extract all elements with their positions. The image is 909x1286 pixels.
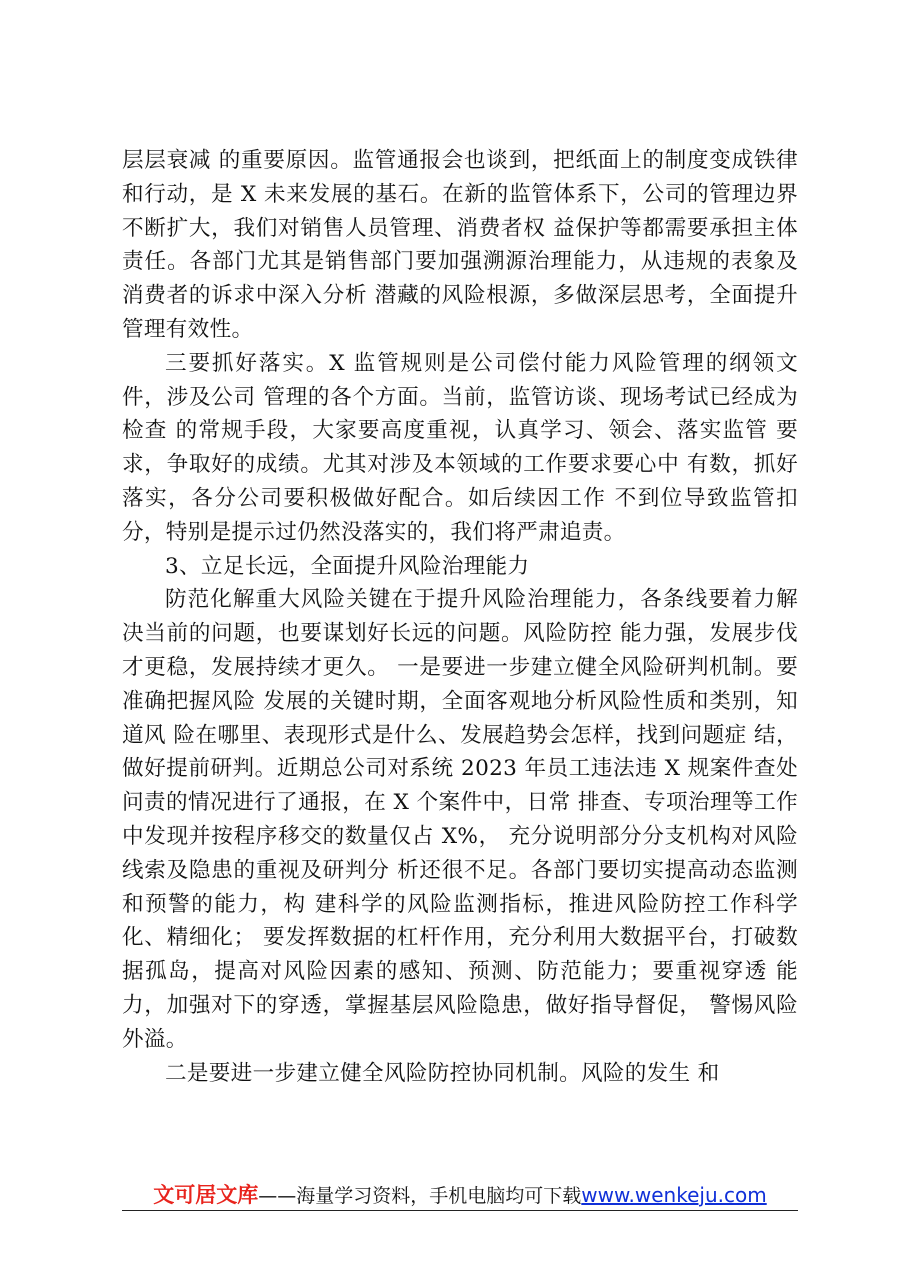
paragraph-risk-governance: 防范化解重大风险关键在于提升风险治理能力，各条线要着力解决当前的问题，也要谋划好长远的问题。风险防控 能力强，发展步伐才更稳，发展持续才更久。 一是要进一步建立健全风险研判机制。要准确把握风险 发展的关键时期，全面客观地分析风险性质和类别，知道风 险在哪里、表现形式是什么、发展趋势会怎样，找到问题症 结，做好提前研判。近期总公司对系统 2023 年员工违法违 X 规案件查处问责的情况进行了通报，在 X 个案件中，日常 排查、专项治理等工作中发现并按程序移交的数量仅占 X%， 充分说明部分分支机构对风险线索及隐患的重视及研判分 析还很不足。各部门要切实提高动态监测和预警的能力，构 建科学的风险监测指标，推进风险防控工作科学化、精细化； 要发挥数据的杠杆作用，充分利用大数据平台，打破数据孤岛，提高对风险因素的感知、预测、防范能力；要重视穿透 能力，加强对下的穿透，掌握基层风险隐患，做好指导督促， 警惕风险外溢。	[122, 587, 798, 1052]
footer-divider	[122, 1210, 798, 1211]
footer-slogan: ——海量学习资料，手机电脑均可下载	[258, 1185, 582, 1207]
paragraph-implementation: 三要抓好落实。X 监管规则是公司偿付能力风险管理的纲领文件，涉及公司 管理的各个方面。当前，监管访谈、现场考试已经成为检查 的常规手段，大家要高度重视，认真学习、领会、落实监管 要求，争取好的成绩。尤其对涉及本领域的工作要求要心中 有数，抓好落实，各分公司要积极做好配合。如后续因工作 不到位导致监管扣分，特别是提示过仍然没落实的，我们将严肃追责。	[122, 350, 798, 545]
paragraph-coordination: 二是要进一步建立健全风险防控协同机制。风险的发生 和	[165, 1060, 720, 1086]
footer-brand: 文可居文库	[153, 1183, 259, 1207]
page-footer	[122, 1180, 798, 1211]
document-body	[122, 144, 798, 1090]
section-heading: 3、立足长远，全面提升风险治理能力	[165, 553, 530, 579]
footer-url-link[interactable]: www.wenkeju.com	[581, 1183, 767, 1207]
paragraph-continuation: 层层衰减 的重要原因。监管通报会也谈到，把纸面上的制度变成铁律 和行动，是 X 未来发展的基石。在新的监管体系下，公司的管理边界不断扩大，我们对销售人员管理、消费者权 益保护等都需要承担主体责任。各部门尤其是销售部门要加强溯源治理能力，从违规的表象及消费者的诉求中深入分析 潜藏的风险根源，多做深层思考，全面提升管理有效性。	[122, 148, 798, 342]
